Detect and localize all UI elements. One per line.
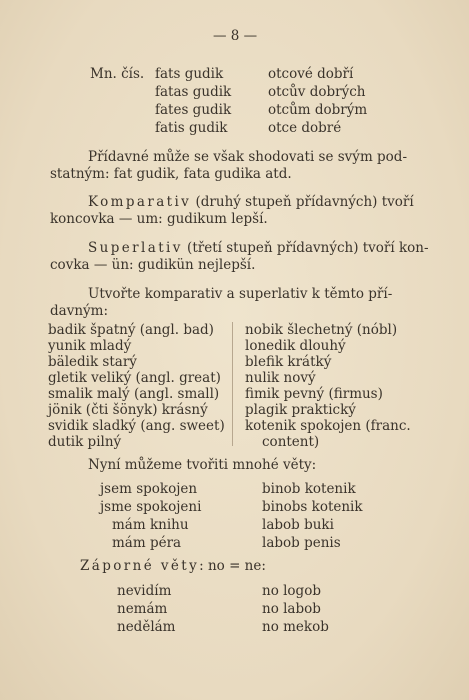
page-number: — 8 — xyxy=(213,28,258,44)
declension-translation: otcové dobří xyxy=(268,66,354,82)
superlative-line xyxy=(88,240,429,256)
vocab-item: content) xyxy=(262,434,320,450)
negative-czech: nedělám xyxy=(117,619,176,635)
paragraph-line: statným: fat gudik, fata gudika atd. xyxy=(50,166,292,182)
vocab-item: gletik veliký (angl. great) xyxy=(48,370,221,386)
vocab-item: nulik nový xyxy=(245,370,316,386)
negative-czech: nevidím xyxy=(117,583,172,599)
negative-volapuk: no logob xyxy=(262,583,321,599)
sentence-volapuk: labob penis xyxy=(262,535,341,551)
vocab-item: smalik malý (angl. small) xyxy=(48,386,220,402)
vocab-item: jönik (čti šönyk) krásný xyxy=(48,402,208,418)
declension-label: Mn. čís. xyxy=(90,66,145,82)
negative-heading xyxy=(80,558,266,574)
paragraph-line: Přídavné může se však shodovati se svým pod- xyxy=(88,149,408,165)
negative-czech: nemám xyxy=(117,601,168,617)
comparative-term: Komparativ xyxy=(88,194,192,210)
declension-translation: otcův dobrých xyxy=(268,84,366,100)
declension-translation: otce dobré xyxy=(268,120,342,136)
sentence-volapuk: binob kotenik xyxy=(262,481,356,497)
vocab-item: dutik pilný xyxy=(48,434,122,450)
declension-row: fatas gudik xyxy=(155,84,232,100)
negative-volapuk: no labob xyxy=(262,601,321,617)
superlative-term: Superlativ xyxy=(88,240,183,256)
vocab-item: lonedik dlouhý xyxy=(245,338,346,354)
sentence-czech: mám péra xyxy=(112,535,182,551)
vocab-item: plagik praktický xyxy=(245,402,356,418)
sentences-intro: Nyní můžeme tvořiti mnohé věty: xyxy=(88,457,317,473)
vocab-item: nobik šlechetný (nóbl) xyxy=(245,322,398,338)
sentence-czech: jsme spokojeni xyxy=(100,499,202,515)
negative-rule: : no = ne: xyxy=(199,558,266,574)
negative-volapuk: no mekob xyxy=(262,619,329,635)
vocab-item: badik špatný (angl. bad) xyxy=(48,322,214,338)
vocab-item: kotenik spokojen (franc. xyxy=(245,418,411,434)
exercise-line: davným: xyxy=(50,303,108,319)
comparative-line: koncovka — um: gudikum lepší. xyxy=(50,211,268,227)
sentence-czech: mám knihu xyxy=(112,517,189,533)
declension-translation: otcům dobrým xyxy=(268,102,368,118)
sentence-volapuk: labob buki xyxy=(262,517,334,533)
vocab-item: yunik mladý xyxy=(48,338,132,354)
sentence-volapuk: binobs kotenik xyxy=(262,499,363,515)
superlative-line: covka — ün: gudikün nejlepší. xyxy=(50,257,256,273)
column-divider xyxy=(232,322,233,446)
sentence-czech: jsem spokojen xyxy=(100,481,198,497)
comparative-text: (druhý stupeň přídavných) tvoří xyxy=(191,194,414,210)
superlative-text: (třetí stupeň přídavných) tvoří kon- xyxy=(182,240,429,256)
vocab-item: blefik krátký xyxy=(245,354,332,370)
declension-row: fates gudik xyxy=(155,102,232,118)
negative-term: Záporné věty xyxy=(80,558,200,574)
declension-row: fats gudik xyxy=(155,66,224,82)
vocab-item: svidik sladký (ang. sweet) xyxy=(48,418,225,434)
vocab-item: bäledik starý xyxy=(48,354,137,370)
vocab-item: fimik pevný (firmus) xyxy=(245,386,383,402)
comparative-line xyxy=(88,194,414,210)
declension-row: fatis gudik xyxy=(155,120,228,136)
exercise-line: Utvořte komparativ a superlativ k těmto pří- xyxy=(88,286,393,302)
